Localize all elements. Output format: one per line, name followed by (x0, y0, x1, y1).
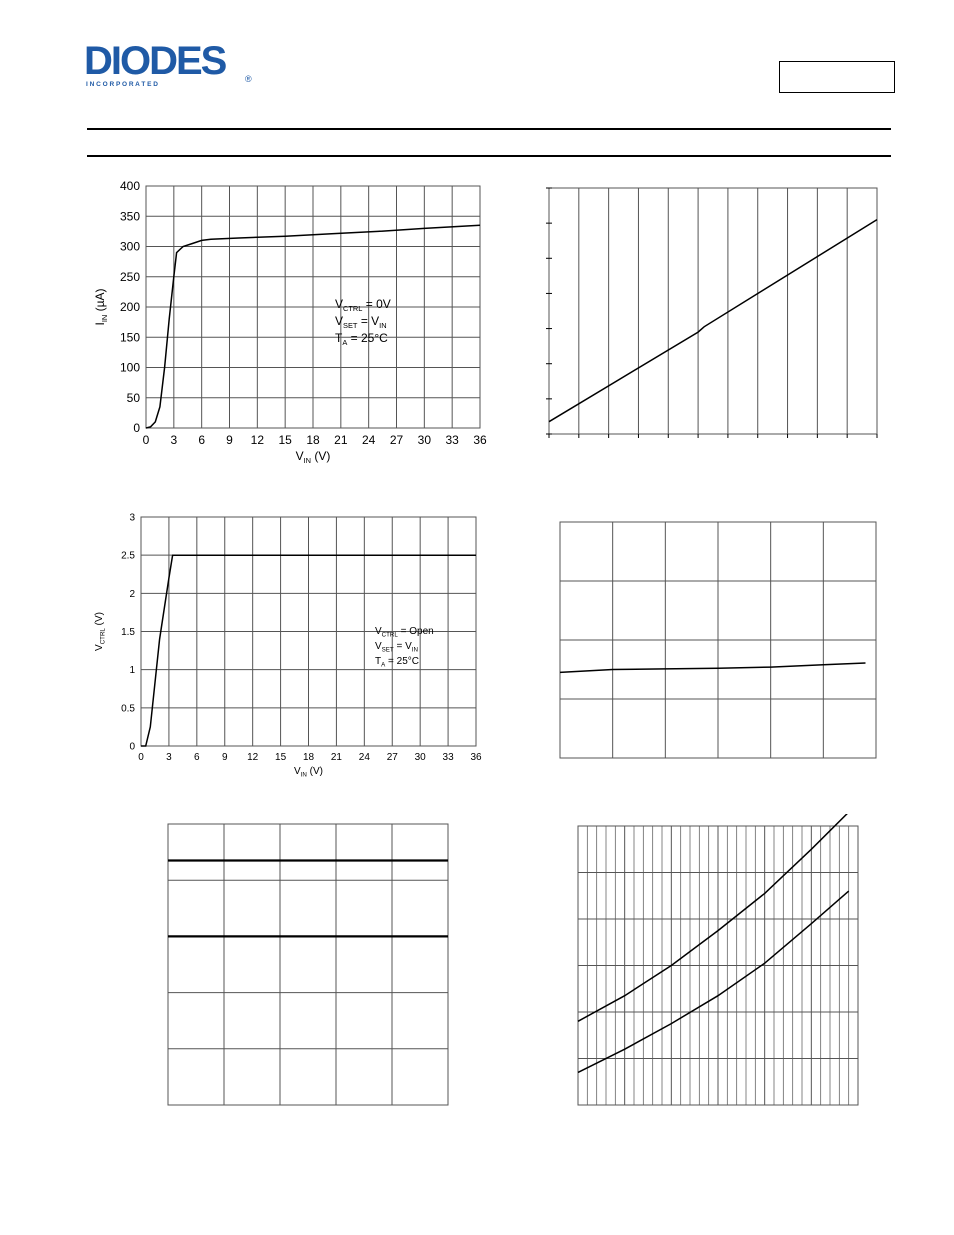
logo-subtitle: I N C O R P O R A T E D (86, 81, 158, 88)
y-tick-label: 1.5 (121, 627, 135, 638)
y-tick-label: 1 (129, 665, 135, 677)
x-tick-label: 6 (198, 433, 206, 447)
y-axis-title: $I_{IN}$ (µA) (93, 288, 109, 326)
logo-wordmark: DIODES (84, 42, 226, 83)
plot-area (168, 824, 448, 1105)
x-tick-label: 21 (334, 433, 348, 447)
x-tick-label: 33 (445, 433, 459, 447)
x-tick-label: 27 (386, 752, 398, 763)
x-tick-label: 30 (417, 433, 432, 447)
x-tick-label: 15 (278, 433, 292, 447)
y-tick-label: 2.5 (121, 550, 135, 562)
chart-vctrl-vs-vin (80, 506, 500, 796)
y-tick-label: 3 (129, 512, 135, 524)
y-tick-label: 2 (129, 588, 135, 600)
diodes-logo (84, 42, 256, 88)
condition-label: $T_A = 25^\circ C$ (335, 331, 388, 347)
x-tick-label: 18 (306, 433, 320, 447)
y-tick-label: 300 (119, 239, 140, 254)
header-rule-top (87, 128, 891, 130)
x-tick-label: 0 (142, 433, 150, 447)
part-number-box (779, 61, 895, 93)
chart-top-right (530, 180, 890, 450)
y-tick-label: 400 (119, 179, 140, 194)
x-tick-label: 27 (389, 433, 404, 447)
y-tick-label: 0 (133, 421, 140, 436)
chart-bottom-left (150, 814, 470, 1114)
y-tick-label: 0.5 (121, 703, 135, 715)
plot-area (549, 188, 877, 434)
x-tick-label: 24 (358, 752, 370, 763)
x-tick-label: 12 (250, 433, 265, 447)
condition-label: $T_A = 25^\circ C$ (375, 656, 419, 669)
y-tick-label: 200 (119, 300, 140, 315)
y-tick-label: 150 (119, 330, 140, 345)
x-tick-label: 36 (470, 752, 482, 763)
chart-bottom-right (560, 814, 880, 1114)
condition-label: $V_{SET} = V_{IN}$ (335, 314, 387, 330)
x-tick-label: 9 (221, 752, 228, 763)
x-tick-label: 12 (247, 752, 259, 763)
x-axis-title: $V_{IN}$ (V) (294, 766, 323, 779)
chart-middle-right (540, 512, 890, 772)
header-rule-bottom (87, 155, 891, 157)
x-tick-label: 24 (361, 433, 376, 447)
x-tick-label: 33 (442, 752, 454, 763)
x-tick-label: 15 (275, 752, 287, 763)
x-tick-label: 3 (170, 433, 178, 447)
y-tick-label: 100 (119, 360, 140, 375)
y-tick-label: 350 (119, 209, 140, 224)
x-tick-label: 21 (330, 752, 342, 763)
condition-label: $V_{SET} = V_{IN}$ (375, 641, 418, 654)
condition-label: $V_{CTRL} = 0V$ (335, 297, 391, 313)
y-axis-title: $V_{CTRL}$ (V) (94, 612, 107, 651)
x-tick-label: 0 (138, 752, 144, 763)
x-tick-label: 3 (166, 752, 172, 763)
x-tick-label: 30 (414, 752, 426, 763)
y-tick-label: 0 (129, 741, 135, 753)
condition-label: $V_{CTRL}$ = Open (375, 626, 434, 639)
chart-iin-vs-vin (80, 176, 500, 476)
x-tick-label: 36 (473, 433, 487, 447)
y-tick-label: 50 (126, 390, 140, 405)
y-tick-label: 250 (119, 269, 140, 284)
x-axis-title: $V_{IN}$ (V) (295, 449, 331, 465)
x-tick-label: 18 (302, 752, 315, 763)
logo-registered-mark: ® (245, 74, 252, 84)
x-tick-label: 6 (194, 752, 200, 763)
x-tick-label: 9 (226, 433, 233, 447)
